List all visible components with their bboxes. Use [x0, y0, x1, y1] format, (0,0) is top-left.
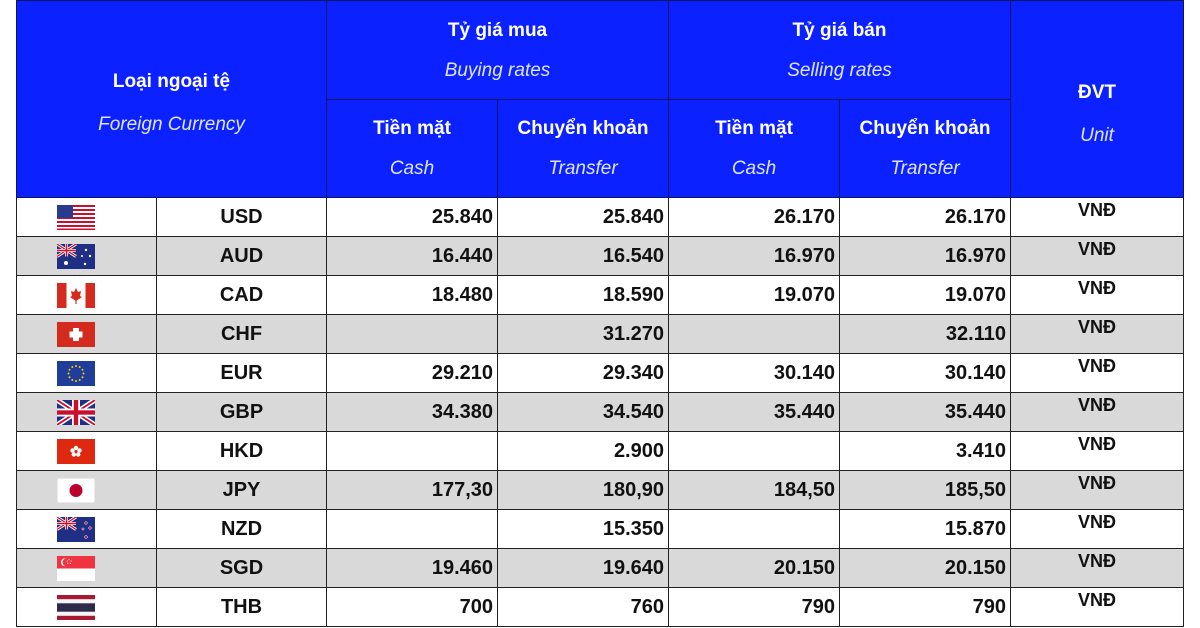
ca-flag-icon [57, 283, 95, 308]
sell-cash-cell: 20.150 [669, 549, 840, 588]
table-row [17, 354, 1184, 393]
currency-code: JPY [157, 471, 327, 510]
buy-transfer-cell: 19.640 [498, 549, 669, 588]
table-row [17, 315, 1184, 354]
table-row [17, 198, 1184, 237]
sell-cash-cell: 26.170 [669, 198, 840, 237]
ch-flag-icon [57, 322, 95, 347]
table-body [17, 198, 1184, 627]
eu-flag-icon [57, 361, 95, 386]
sell-transfer-cell: 20.150 [840, 549, 1011, 588]
header-sell-cash [669, 100, 840, 198]
header-sell-en: Selling rates [787, 59, 892, 81]
flag-cell [17, 471, 157, 510]
unit-cell: VNĐ [1011, 588, 1184, 627]
unit-cell: VNĐ [1011, 549, 1184, 588]
buy-transfer-cell: 34.540 [498, 393, 669, 432]
unit-cell: VNĐ [1011, 315, 1184, 354]
header-unit [1011, 1, 1184, 198]
unit-cell: VNĐ [1011, 354, 1184, 393]
buy-cash-cell [327, 315, 498, 354]
flag-cell [17, 393, 157, 432]
unit-cell: VNĐ [1011, 393, 1184, 432]
sell-cash-cell: 790 [669, 588, 840, 627]
header-buy-transfer [498, 100, 669, 198]
buy-transfer-cell: 16.540 [498, 237, 669, 276]
exchange-rate-table [16, 0, 1184, 627]
flag-cell [17, 237, 157, 276]
table-row [17, 393, 1184, 432]
table-row [17, 588, 1184, 627]
header-foreign-currency [17, 1, 327, 198]
unit-cell: VNĐ [1011, 237, 1184, 276]
us-flag-icon [57, 205, 95, 230]
header-transfer-vi: Chuyển khoản [859, 118, 991, 139]
sell-transfer-cell: 26.170 [840, 198, 1011, 237]
sell-transfer-cell: 30.140 [840, 354, 1011, 393]
buy-transfer-cell: 31.270 [498, 315, 669, 354]
header-buying-rates [327, 1, 669, 100]
header-cash-en: Cash [731, 158, 777, 179]
exchange-rate-table-wrapper [16, 0, 1183, 627]
hk-flag-icon [57, 439, 95, 464]
header-sell-transfer [840, 100, 1011, 198]
sell-cash-cell: 16.970 [669, 237, 840, 276]
flag-cell [17, 276, 157, 315]
currency-code: EUR [157, 354, 327, 393]
buy-transfer-cell: 15.350 [498, 510, 669, 549]
unit-cell: VNĐ [1011, 276, 1184, 315]
currency-code: NZD [157, 510, 327, 549]
unit-cell: VNĐ [1011, 471, 1184, 510]
currency-code: CHF [157, 315, 327, 354]
table-row [17, 471, 1184, 510]
header-unit-en: Unit [1080, 125, 1114, 146]
flag-cell [17, 549, 157, 588]
header-cash-en: Cash [389, 158, 435, 179]
buy-transfer-cell: 18.590 [498, 276, 669, 315]
header-currency-en: Foreign Currency [98, 114, 245, 135]
sell-cash-cell: 19.070 [669, 276, 840, 315]
currency-code: THB [157, 588, 327, 627]
buy-cash-cell: 18.480 [327, 276, 498, 315]
flag-cell [17, 315, 157, 354]
sell-transfer-cell: 185,50 [840, 471, 1011, 510]
buy-cash-cell [327, 432, 498, 471]
header-unit-vi: ĐVT [1078, 82, 1116, 103]
buy-cash-cell: 700 [327, 588, 498, 627]
flag-cell [17, 588, 157, 627]
buy-transfer-cell: 29.340 [498, 354, 669, 393]
buy-cash-cell: 177,30 [327, 471, 498, 510]
table-row [17, 276, 1184, 315]
header-transfer-vi: Chuyển khoản [517, 118, 649, 139]
sell-transfer-cell: 790 [840, 588, 1011, 627]
sell-cash-cell: 35.440 [669, 393, 840, 432]
th-flag-icon [57, 595, 95, 620]
unit-cell: VNĐ [1011, 510, 1184, 549]
sell-cash-cell [669, 315, 840, 354]
buy-cash-cell: 25.840 [327, 198, 498, 237]
flag-cell [17, 432, 157, 471]
jp-flag-icon [57, 478, 95, 503]
currency-code: HKD [157, 432, 327, 471]
sell-transfer-cell: 16.970 [840, 237, 1011, 276]
flag-cell [17, 198, 157, 237]
flag-cell [17, 354, 157, 393]
nz-flag-icon [57, 517, 95, 542]
au-flag-icon [57, 244, 95, 269]
currency-code: CAD [157, 276, 327, 315]
sell-transfer-cell: 32.110 [840, 315, 1011, 354]
unit-cell: VNĐ [1011, 198, 1184, 237]
header-buy-cash [327, 100, 498, 198]
buy-transfer-cell: 760 [498, 588, 669, 627]
buy-cash-cell: 16.440 [327, 237, 498, 276]
currency-code: AUD [157, 237, 327, 276]
header-cash-vi: Tiền mặt [373, 118, 451, 139]
header-cash-vi: Tiền mặt [715, 118, 793, 139]
header-selling-rates [669, 1, 1011, 100]
sell-transfer-cell: 3.410 [840, 432, 1011, 471]
unit-cell: VNĐ [1011, 432, 1184, 471]
buy-cash-cell: 29.210 [327, 354, 498, 393]
header-buy-en: Buying rates [444, 59, 551, 81]
header-currency-vi: Loại ngoại tệ [112, 71, 231, 92]
buy-transfer-cell: 25.840 [498, 198, 669, 237]
gb-flag-icon [57, 400, 95, 425]
table-header [17, 1, 1184, 198]
header-sell-vi: Tỷ giá bán [792, 19, 887, 41]
sell-cash-cell [669, 510, 840, 549]
currency-code: SGD [157, 549, 327, 588]
header-transfer-en: Transfer [890, 158, 960, 179]
buy-cash-cell: 34.380 [327, 393, 498, 432]
sell-transfer-cell: 35.440 [840, 393, 1011, 432]
table-row [17, 432, 1184, 471]
sell-cash-cell: 30.140 [669, 354, 840, 393]
sell-transfer-cell: 15.870 [840, 510, 1011, 549]
currency-code: USD [157, 198, 327, 237]
header-transfer-en: Transfer [548, 158, 618, 179]
sell-cash-cell [669, 432, 840, 471]
buy-transfer-cell: 180,90 [498, 471, 669, 510]
sg-flag-icon [57, 556, 95, 581]
buy-cash-cell: 19.460 [327, 549, 498, 588]
sell-cash-cell: 184,50 [669, 471, 840, 510]
buy-transfer-cell: 2.900 [498, 432, 669, 471]
table-row [17, 510, 1184, 549]
flag-cell [17, 510, 157, 549]
currency-code: GBP [157, 393, 327, 432]
table-row [17, 549, 1184, 588]
table-row [17, 237, 1184, 276]
sell-transfer-cell: 19.070 [840, 276, 1011, 315]
header-buy-vi: Tỷ giá mua [447, 19, 548, 41]
buy-cash-cell [327, 510, 498, 549]
